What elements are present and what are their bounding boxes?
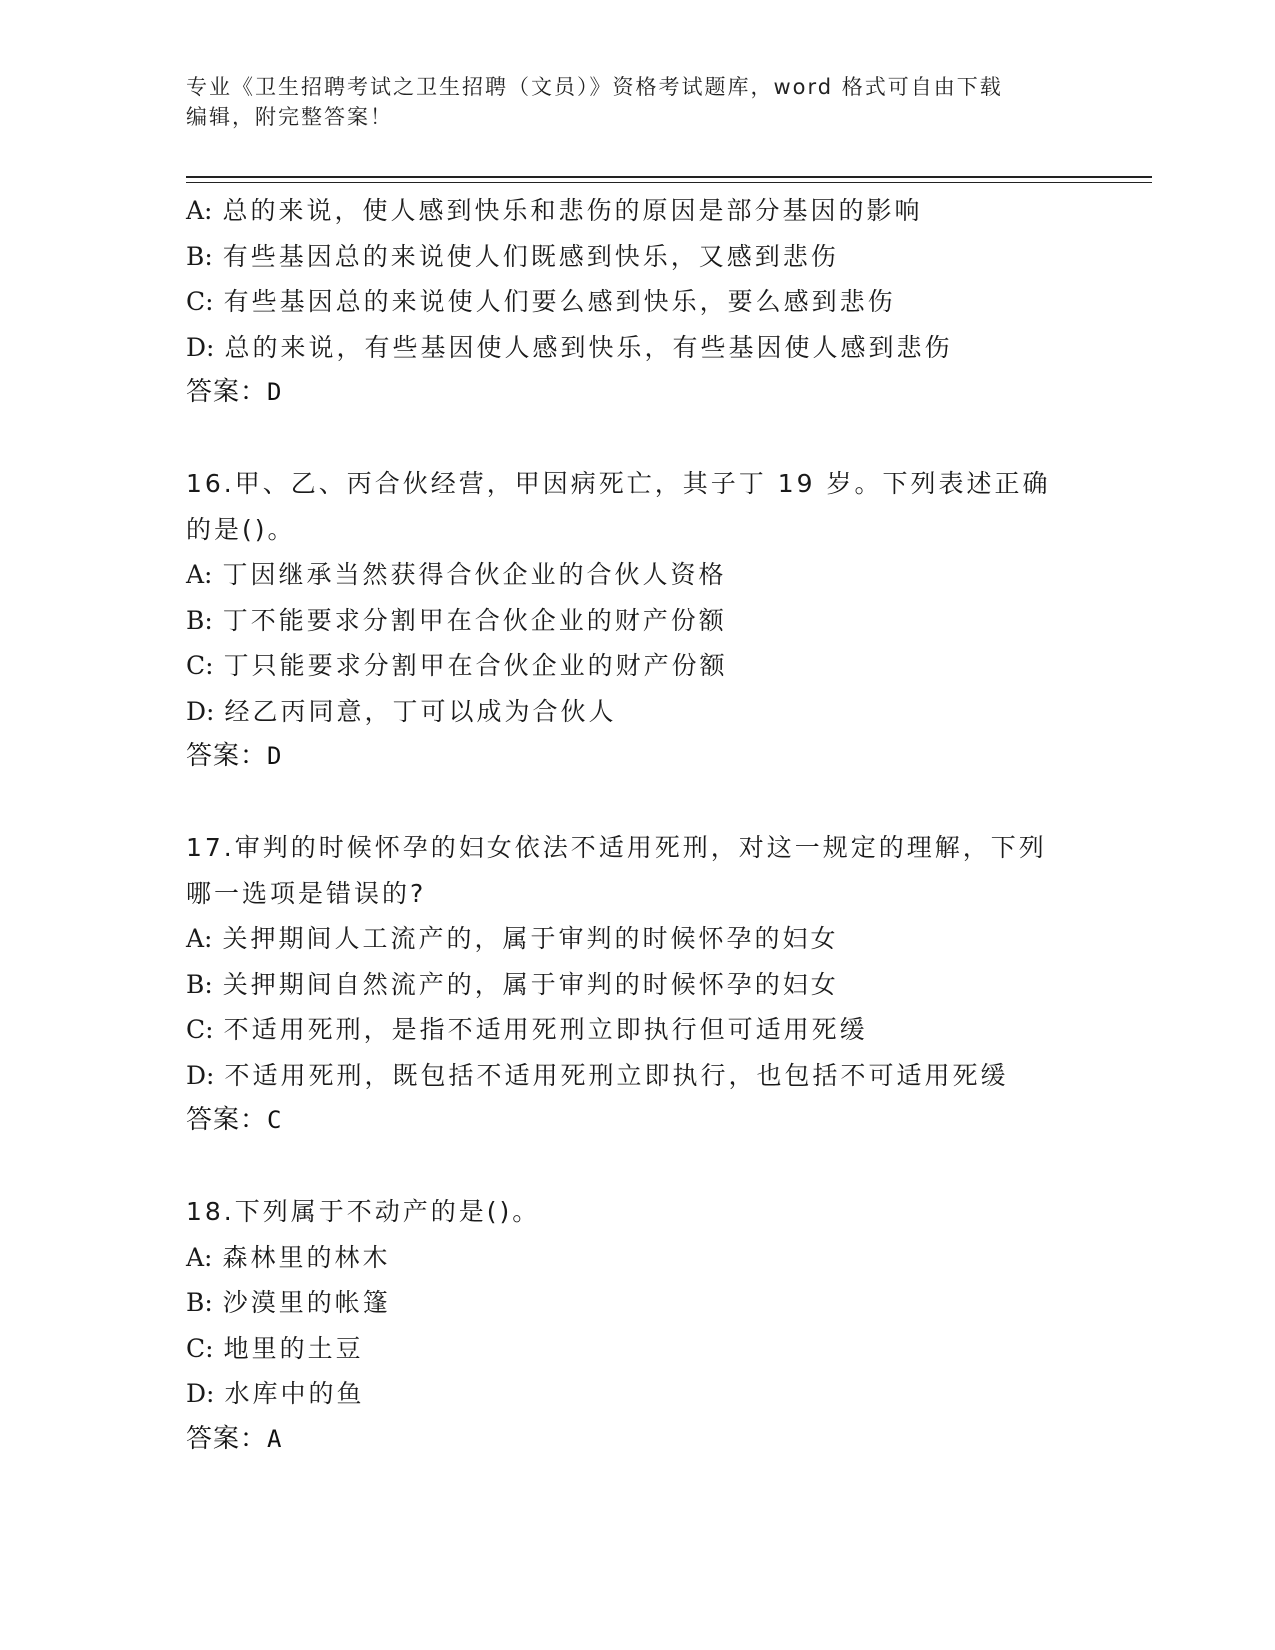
document-header — [186, 72, 1066, 132]
option-d: D: 水库中的鱼 — [186, 1379, 365, 1408]
option-a: A: 关押期间人工流产的，属于审判的时候怀孕的妇女 — [186, 924, 839, 953]
spacer — [186, 780, 1086, 826]
question-text-line-1: 16.甲、乙、丙合伙经营，甲因病死亡，其子丁 19 岁。下列表述正确 — [186, 469, 1051, 498]
option-c: C: 丁只能要求分割甲在合伙企业的财产份额 — [186, 651, 728, 680]
header-line-2: 编辑，附完整答案！ — [186, 105, 393, 129]
answer: 答案：D — [186, 741, 283, 771]
question-15 — [186, 188, 1086, 416]
spacer — [186, 1144, 1086, 1190]
option-c: C: 地里的土豆 — [186, 1333, 364, 1363]
answer: 答案：D — [186, 377, 283, 407]
option-b: B: 丁不能要求分割甲在合伙企业的财产份额 — [186, 605, 727, 635]
option-a: A: 丁因继承当然获得合伙企业的合伙人资格 — [186, 560, 727, 589]
spacer — [186, 416, 1086, 462]
option-d: D: 总的来说，有些基因使人感到快乐，有些基因使人感到悲伤 — [186, 332, 953, 362]
option-c: C: 有些基因总的来说使人们要么感到快乐，要么感到悲伤 — [186, 287, 896, 316]
header-line-1: 专业《卫生招聘考试之卫生招聘（文员）》资格考试题库，word 格式可自由下载 — [186, 75, 1003, 99]
question-text-line-1: 17.审判的时候怀孕的妇女依法不适用死刑，对这一规定的理解，下列 — [186, 833, 1047, 862]
question-text-line-2: 哪一选项是错误的? — [186, 878, 427, 908]
header-divider-thick — [186, 176, 1152, 178]
question-content — [186, 188, 1086, 1462]
option-a: A: 总的来说，使人感到快乐和悲伤的原因是部分基因的影响 — [186, 196, 923, 225]
question-18 — [186, 1189, 1086, 1462]
question-text-line-2: 的是()。 — [186, 514, 296, 544]
answer: 答案：A — [186, 1423, 283, 1454]
option-d: D: 不适用死刑，既包括不适用死刑立即执行，也包括不可适用死缓 — [186, 1060, 1009, 1090]
option-b: B: 有些基因总的来说使人们既感到快乐，又感到悲伤 — [186, 241, 839, 271]
question-text-line-1: 18.下列属于不动产的是()。 — [186, 1197, 541, 1226]
option-c: C: 不适用死刑，是指不适用死刑立即执行但可适用死缓 — [186, 1015, 868, 1044]
answer: 答案：C — [186, 1105, 283, 1135]
question-17 — [186, 825, 1086, 1144]
question-16 — [186, 461, 1086, 780]
header-divider-thin — [186, 182, 1152, 183]
option-a: A: 森林里的林木 — [186, 1242, 391, 1272]
option-b: B: 关押期间自然流产的，属于审判的时候怀孕的妇女 — [186, 969, 839, 999]
option-b: B: 沙漠里的帐篷 — [186, 1288, 391, 1317]
option-d: D: 经乙丙同意，丁可以成为合伙人 — [186, 696, 617, 726]
